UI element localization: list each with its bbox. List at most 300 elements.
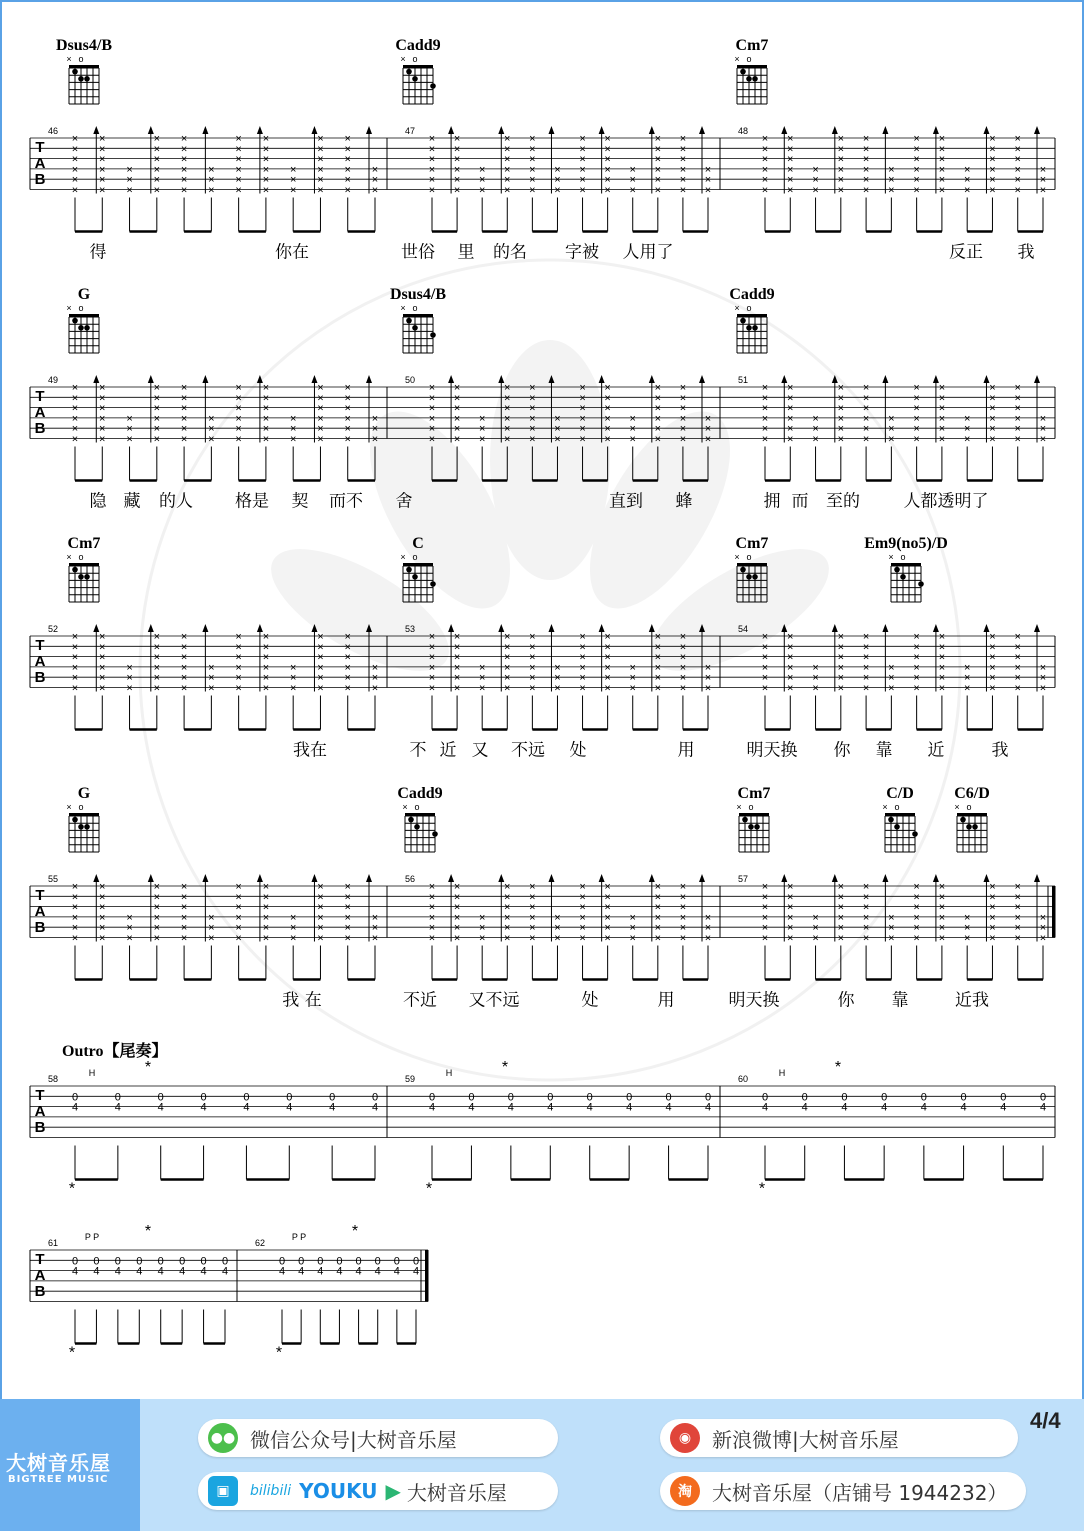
accent-mark: *: [144, 1059, 152, 1076]
strum-arrow-head: [1034, 375, 1040, 383]
tab-note: ×: [453, 184, 461, 197]
tab-note: ×: [453, 133, 461, 145]
chord-finger-dot: [412, 76, 418, 82]
tab-note: ×: [371, 682, 379, 695]
tab-note: ×: [529, 881, 536, 893]
tab-note: ×: [1014, 412, 1021, 425]
tab-note: 0: [355, 1255, 362, 1268]
tab-note: ×: [71, 174, 79, 187]
tab-note: ×: [604, 143, 611, 156]
tab-note: ×: [99, 631, 106, 643]
tab-note: ×: [837, 133, 845, 145]
tab-note: ×: [1014, 163, 1021, 176]
strum-arrow-head: [311, 874, 317, 882]
tab-note: ×: [579, 174, 586, 187]
tab-note: ×: [913, 672, 920, 685]
tab-system: [30, 286, 1055, 512]
open-string-mark: o: [746, 54, 752, 64]
tab-note: ×: [289, 184, 297, 197]
tab-note: ×: [604, 672, 611, 685]
tab-note: ×: [888, 932, 895, 945]
tab-note: ×: [812, 661, 819, 674]
tab-note: ×: [180, 672, 188, 685]
tab-note: ×: [604, 641, 611, 654]
tab-note: ×: [235, 682, 242, 695]
tab-note: ×: [153, 412, 161, 425]
tab-note: ×: [679, 651, 687, 664]
open-string-mark: o: [966, 802, 972, 812]
tab-system: [30, 1223, 428, 1362]
tab-note: ×: [235, 641, 242, 654]
tab-note: ×: [262, 392, 270, 405]
lyric-word: 你在: [275, 242, 309, 263]
tab-note: ×: [478, 423, 486, 436]
tab-note: ×: [629, 922, 636, 935]
tab-note: ×: [529, 143, 536, 156]
tab-note: ×: [262, 672, 270, 685]
tab-note: ×: [654, 382, 662, 394]
strum-arrow-head: [366, 624, 372, 632]
footer-brand-english: BIGTREE MUSIC: [8, 1474, 109, 1485]
tab-note: ×: [235, 412, 242, 425]
tab-note: ×: [153, 133, 161, 145]
chord-finger-dot: [412, 574, 418, 580]
tab-note: ×: [604, 382, 611, 394]
tab-note: ×: [679, 423, 687, 436]
tab-clef-letter: A: [34, 903, 46, 920]
strum-arrow-head: [781, 624, 787, 632]
tab-note: 4: [468, 1101, 475, 1114]
lyric-word: 世俗: [401, 242, 435, 263]
accent-mark: *: [275, 1344, 283, 1362]
tab-note: 4: [243, 1101, 250, 1114]
tab-note: ×: [1039, 163, 1047, 176]
lyric-word: 格是: [235, 491, 269, 512]
footer-brand-logo: [0, 1399, 140, 1531]
tab-note: ×: [554, 911, 561, 924]
tab-note: ×: [453, 651, 461, 664]
tab-note: 0: [1039, 1091, 1047, 1104]
tab-note: ×: [153, 651, 161, 664]
tab-note: ×: [289, 174, 297, 187]
chord-finger-dot: [84, 574, 90, 580]
tab-note: ×: [153, 631, 161, 643]
tab-note: ×: [317, 184, 324, 197]
tab-note: ×: [289, 661, 297, 674]
tab-note: 0: [278, 1255, 286, 1268]
tab-note: 0: [393, 1255, 400, 1268]
tab-note: ×: [1014, 891, 1021, 904]
accent-mark: *: [758, 1180, 766, 1198]
open-string-mark: o: [748, 802, 754, 812]
strum-arrow-head: [498, 874, 504, 882]
muted-string-mark: ×: [402, 802, 408, 812]
lyric-word: 我: [991, 740, 1009, 761]
tab-note: ×: [371, 163, 379, 176]
tab-note: ×: [71, 133, 79, 145]
tab-note: ×: [888, 423, 895, 436]
tab-note: ×: [679, 143, 687, 156]
tab-note: ×: [888, 672, 895, 685]
tab-note: ×: [504, 911, 511, 924]
tab-note: ×: [913, 174, 920, 187]
tab-note: ×: [1014, 402, 1021, 415]
tab-note: ×: [787, 661, 794, 674]
lyric-word: 靠: [891, 990, 909, 1011]
wechat-link[interactable]: [198, 1419, 558, 1457]
strum-arrow-head: [832, 126, 838, 134]
strum-arrow-head: [148, 624, 154, 632]
tab-note: ×: [235, 184, 242, 197]
tab-note: ×: [99, 641, 106, 654]
tab-note: ×: [235, 901, 242, 914]
tab-note: ×: [704, 682, 712, 695]
tab-note: ×: [262, 402, 270, 415]
tab-note: ×: [99, 412, 106, 425]
tab-note: ×: [913, 911, 920, 924]
taobao-link[interactable]: [660, 1472, 1026, 1510]
video-sites-link[interactable]: [198, 1472, 558, 1510]
tab-note: ×: [428, 412, 436, 425]
tab-note: ×: [679, 163, 687, 176]
tab-note: ×: [504, 143, 511, 156]
tab-note: ×: [208, 922, 215, 935]
lyric-word: 里: [457, 242, 475, 263]
tab-note: ×: [654, 433, 662, 446]
tab-note: ×: [761, 661, 769, 674]
tab-note: ×: [235, 174, 242, 187]
chord-finger-dot: [752, 574, 758, 580]
tab-note: ×: [208, 682, 215, 695]
tab-note: ×: [504, 184, 511, 197]
tab-note: ×: [153, 184, 161, 197]
tab-note: ×: [317, 641, 324, 654]
tab-note: ×: [704, 932, 712, 945]
strum-arrow-head: [983, 874, 989, 882]
chord-finger-dot: [84, 325, 90, 331]
tab-note: ×: [126, 682, 133, 695]
tab-note: ×: [888, 922, 895, 935]
chord-finger-dot: [414, 824, 420, 830]
tab-note: ×: [153, 922, 161, 935]
tab-note: ×: [1039, 911, 1047, 924]
tab-note: ×: [913, 641, 920, 654]
tab-note: ×: [180, 412, 188, 425]
tab-note: ×: [989, 932, 996, 945]
tab-note: ×: [913, 163, 920, 176]
strum-arrow-head: [257, 624, 263, 632]
tab-note: ×: [504, 412, 511, 425]
tab-note: ×: [654, 631, 662, 643]
tab-note: ×: [504, 423, 511, 436]
tab-note: ×: [989, 661, 996, 674]
tab-note: ×: [837, 881, 845, 893]
lyric-word: 直到: [609, 491, 643, 512]
tab-note: 0: [200, 1255, 207, 1268]
tab-note: ×: [344, 881, 351, 893]
tab-note: ×: [289, 682, 297, 695]
tab-note: ×: [761, 672, 769, 685]
tab-note: ×: [787, 631, 794, 643]
tab-note: ×: [989, 672, 996, 685]
tab-note: ×: [453, 631, 461, 643]
tab-note: ×: [371, 932, 379, 945]
tab-note: ×: [579, 922, 586, 935]
tab-note: ×: [913, 661, 920, 674]
chord-finger-dot: [894, 567, 900, 573]
chord-finger-dot: [84, 824, 90, 830]
tab-note: 4: [393, 1265, 400, 1278]
tab-note: ×: [787, 922, 794, 935]
strum-arrow-head: [1034, 624, 1040, 632]
tab-note: ×: [478, 682, 486, 695]
tab-note: ×: [604, 412, 611, 425]
tab-note: ×: [654, 143, 662, 156]
tab-note: ×: [99, 433, 106, 446]
tab-note: ×: [153, 402, 161, 415]
tab-note: ×: [428, 651, 436, 664]
final-barline: [1052, 886, 1055, 938]
tab-note: ×: [938, 901, 946, 914]
tab-note: ×: [262, 412, 270, 425]
chord-finger-dot: [72, 318, 78, 324]
tab-note: ×: [938, 412, 946, 425]
tab-note: ×: [71, 891, 79, 904]
strum-arrow-head: [781, 874, 787, 882]
tab-note: 4: [157, 1101, 164, 1114]
tab-note: ×: [604, 184, 611, 197]
tab-note: ×: [99, 672, 106, 685]
strum-arrow-head: [548, 874, 554, 882]
tab-note: ×: [180, 133, 188, 145]
tab-note: ×: [317, 382, 324, 394]
tab-note: ×: [989, 392, 996, 405]
tab-note: ×: [679, 932, 687, 945]
chord-name: Cm7: [67, 535, 101, 552]
tab-note: ×: [963, 163, 971, 176]
tab-note: ×: [989, 891, 996, 904]
tab-note: ×: [837, 412, 845, 425]
tab-note: ×: [262, 631, 270, 643]
tab-note: ×: [1039, 433, 1047, 446]
tab-note: ×: [654, 901, 662, 914]
tab-note: ×: [262, 174, 270, 187]
tab-note: ×: [235, 911, 242, 924]
tab-note: 0: [298, 1255, 305, 1268]
tab-note: ×: [761, 932, 769, 945]
tab-note: ×: [679, 153, 687, 166]
tab-note: ×: [153, 153, 161, 166]
tab-note: ×: [504, 153, 511, 166]
tab-note: ×: [428, 891, 436, 904]
tab-note: ×: [913, 651, 920, 664]
tab-note: ×: [938, 932, 946, 945]
tab-note: ×: [126, 911, 133, 924]
tab-note: ×: [208, 423, 215, 436]
tab-note: ×: [428, 133, 436, 145]
chord-finger-dot: [888, 817, 894, 823]
tab-note: ×: [938, 382, 946, 394]
open-string-mark: o: [412, 303, 418, 313]
strum-arrow-head: [599, 375, 605, 383]
tab-note: ×: [344, 382, 351, 394]
tab-note: ×: [761, 641, 769, 654]
tab-note: ×: [180, 174, 188, 187]
tab-note: ×: [913, 392, 920, 405]
weibo-link[interactable]: [660, 1419, 1018, 1457]
tab-note: ×: [344, 133, 351, 145]
chord-diagram: [729, 286, 774, 353]
tab-note: 4: [920, 1101, 927, 1114]
tab-note: ×: [344, 932, 351, 945]
strum-arrow-head: [93, 375, 99, 383]
lyric-word: 反正: [949, 242, 983, 263]
tab-note: ×: [180, 423, 188, 436]
tab-note: ×: [344, 412, 351, 425]
chord-finger-dot: [72, 69, 78, 75]
tab-note: ×: [989, 881, 996, 893]
tab-note: ×: [344, 641, 351, 654]
tab-note: ×: [317, 661, 324, 674]
tab-note: ×: [938, 402, 946, 415]
tab-note: ×: [938, 433, 946, 446]
tab-note: ×: [862, 402, 870, 415]
tab-note: ×: [180, 382, 188, 394]
tab-note: ×: [529, 922, 536, 935]
tab-note: ×: [344, 631, 351, 643]
tab-note: ×: [761, 163, 769, 176]
tab-note: ×: [654, 911, 662, 924]
tab-note: ×: [837, 901, 845, 914]
tab-note: ×: [812, 184, 819, 197]
tab-note: ×: [862, 672, 870, 685]
tab-note: ×: [604, 423, 611, 436]
tab-note: ×: [428, 402, 436, 415]
tab-note: ×: [554, 174, 561, 187]
tab-note: ×: [679, 922, 687, 935]
tab-system: [30, 785, 1055, 1011]
chord-name: C: [412, 535, 424, 552]
tab-note: ×: [504, 641, 511, 654]
tab-note: 0: [374, 1255, 381, 1268]
strum-arrow-head: [599, 624, 605, 632]
strum-arrow-head: [257, 375, 263, 383]
tab-note: ×: [679, 174, 687, 187]
tab-note: ×: [262, 682, 270, 695]
lyric-word: 近: [439, 740, 457, 761]
tab-note: ×: [812, 163, 819, 176]
muted-string-mark: ×: [954, 802, 960, 812]
tab-note: 0: [114, 1255, 121, 1268]
taobao-label: 大树音乐屋（店铺号 1944232）: [712, 1480, 1008, 1505]
tab-note: 0: [704, 1091, 712, 1104]
tab-note: ×: [554, 682, 561, 695]
tab-note: ×: [862, 174, 870, 187]
open-string-mark: o: [894, 802, 900, 812]
tab-note: ×: [344, 423, 351, 436]
lyric-word: 用: [677, 740, 695, 761]
tab-note: ×: [761, 651, 769, 664]
tab-note: ×: [317, 631, 324, 643]
tab-note: ×: [478, 932, 486, 945]
tab-note: ×: [453, 163, 461, 176]
tab-note: ×: [989, 922, 996, 935]
tab-note: ×: [317, 174, 324, 187]
tab-note: ×: [761, 423, 769, 436]
tab-note: ×: [679, 382, 687, 394]
tab-note: 0: [317, 1255, 324, 1268]
tab-note: ×: [344, 184, 351, 197]
lyric-word: 处: [581, 990, 599, 1011]
tab-note: ×: [180, 661, 188, 674]
tab-note: ×: [428, 433, 436, 446]
accent-mark: *: [501, 1059, 509, 1076]
tab-note: ×: [1014, 143, 1021, 156]
lyric-word: 我在: [293, 740, 327, 761]
tab-note: ×: [787, 901, 794, 914]
tab-note: ×: [180, 433, 188, 446]
tab-note: ×: [604, 911, 611, 924]
tab-note: ×: [71, 901, 79, 914]
tab-note: ×: [787, 153, 794, 166]
tab-note: ×: [453, 672, 461, 685]
open-string-mark: o: [78, 802, 84, 812]
measure-number: 55: [47, 874, 58, 884]
tab-note: ×: [654, 153, 662, 166]
tab-note: 4: [801, 1101, 808, 1114]
tab-note: ×: [913, 412, 920, 425]
tab-note: ×: [761, 881, 769, 893]
tab-note: ×: [317, 891, 324, 904]
lyric-word: 字被: [565, 242, 599, 263]
strum-arrow-head: [448, 375, 454, 383]
tab-note: ×: [913, 153, 920, 166]
tab-note: ×: [504, 881, 511, 893]
section-label: Outro【尾奏】: [62, 1043, 168, 1060]
tab-note: ×: [554, 922, 561, 935]
chord-finger-dot: [960, 817, 966, 823]
lyric-word: 人用了: [622, 242, 674, 263]
tab-note: ×: [938, 891, 946, 904]
tab-note: 0: [920, 1091, 927, 1104]
tab-note: ×: [761, 382, 769, 394]
tab-note: ×: [99, 661, 106, 674]
tab-note: ×: [153, 911, 161, 924]
lyric-word: 我 在: [282, 990, 322, 1011]
tab-note: ×: [654, 641, 662, 654]
tab-note: ×: [913, 922, 920, 935]
technique-mark: P P: [84, 1232, 100, 1242]
tab-note: ×: [579, 891, 586, 904]
lyric-word: 拥: [763, 491, 781, 512]
tab-note: ×: [71, 184, 79, 197]
tab-note: ×: [1014, 901, 1021, 914]
tab-note: ×: [153, 423, 161, 436]
tab-note: ×: [787, 184, 794, 197]
tab-note: ×: [262, 433, 270, 446]
tab-note: ×: [478, 174, 486, 187]
tab-note: 4: [329, 1101, 336, 1114]
tab-note: ×: [126, 433, 133, 446]
tab-note: ×: [837, 163, 845, 176]
tab-note: ×: [99, 133, 106, 145]
chord-finger-dot: [900, 574, 906, 580]
tab-note: ×: [913, 184, 920, 197]
tab-note: ×: [888, 412, 895, 425]
chord-finger-dot: [740, 69, 746, 75]
tab-clef-letter: B: [34, 171, 46, 188]
youku-play-icon: ▶: [385, 1479, 401, 1503]
